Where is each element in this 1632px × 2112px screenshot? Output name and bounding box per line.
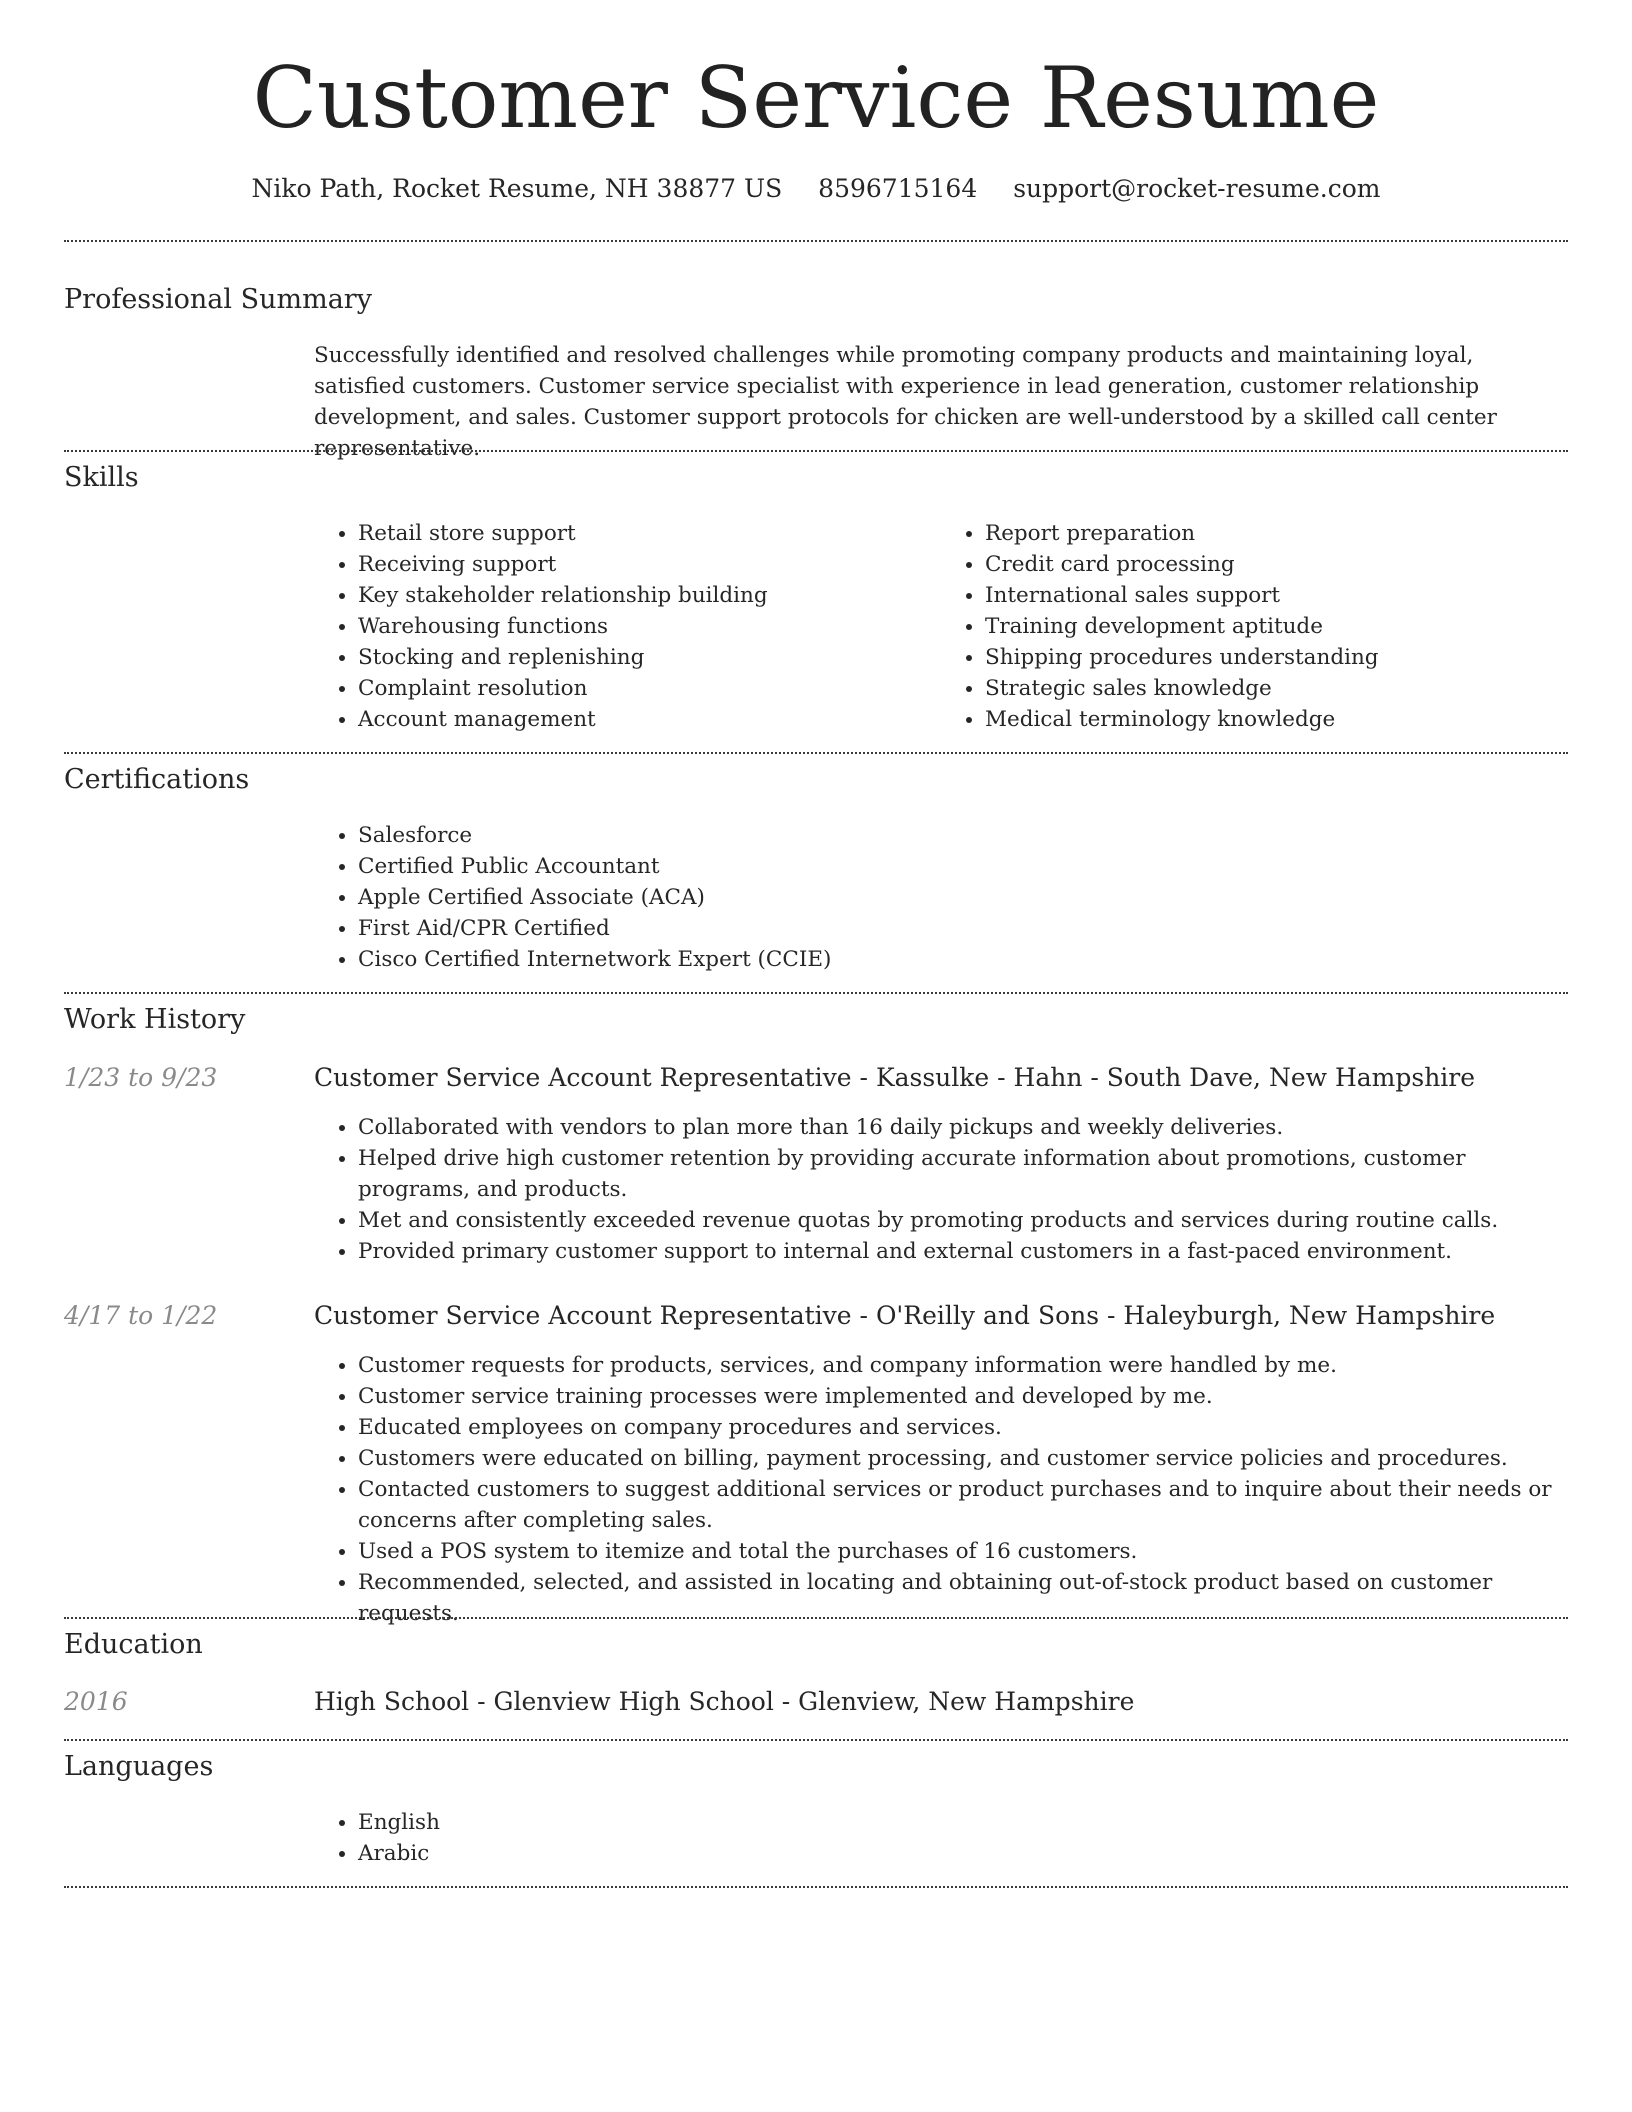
- skill-item: • Medical terminology knowledge: [985, 704, 1568, 735]
- job-bullets: [314, 1112, 1568, 1267]
- job-bullet: • Recommended, selected, and assisted in locating and obtaining out-of-stock product based on customer requests.: [358, 1567, 1568, 1629]
- summary-heading: Professional Summary: [64, 284, 372, 315]
- section-divider: [64, 450, 1568, 452]
- job-bullet: • Helped drive high customer retention by providing accurate information about promotions, customer programs, and products.: [358, 1143, 1568, 1205]
- skills-column-left: [314, 518, 941, 735]
- contact-line: [0, 172, 1632, 206]
- certification-item: • Cisco Certified Internetwork Expert (CCIE): [358, 944, 1568, 975]
- skill-item: • Retail store support: [358, 518, 941, 549]
- section-divider: [64, 1617, 1568, 1619]
- certifications-list: [314, 820, 1568, 975]
- skills-heading: Skills: [64, 462, 139, 493]
- summary-text: Successfully identified and resolved challenges while promoting company products and maintaining loyal, satisfied customers. Customer service specialist with experience in lead generation, customer relationship development, and sales. Customer support protocols for chicken are well-understood by a skilled call center representative.: [314, 343, 1497, 461]
- job-bullet: • Customer requests for products, services, and company information were handled by me.: [358, 1350, 1568, 1381]
- skill-item: • Credit card processing: [985, 549, 1568, 580]
- section-divider: [64, 992, 1568, 994]
- languages-items: [314, 1807, 1568, 1869]
- job-bullets: [314, 1350, 1568, 1629]
- skill-item: • Strategic sales knowledge: [985, 673, 1568, 704]
- work-history-heading: Work History: [64, 1004, 246, 1035]
- skill-item: • Complaint resolution: [358, 673, 941, 704]
- skill-item: • Report preparation: [985, 518, 1568, 549]
- language-item: • English: [358, 1807, 1568, 1838]
- education-year: 2016: [64, 1687, 128, 1716]
- contact-address: Niko Path, Rocket Resume, NH 38877 US: [251, 174, 783, 203]
- section-divider: [64, 1739, 1568, 1741]
- summary-section: [314, 340, 1568, 464]
- contact-phone: 8596715164: [818, 174, 978, 203]
- skill-item: • Shipping procedures understanding: [985, 642, 1568, 673]
- language-item: • Arabic: [358, 1838, 1568, 1869]
- skill-item: • Account management: [358, 704, 941, 735]
- skills-list: [314, 518, 1568, 735]
- job-bullet: • Provided primary customer support to internal and external customers in a fast-paced environment.: [358, 1236, 1568, 1267]
- job-bullet-list: [314, 1350, 1568, 1629]
- job-title: Customer Service Account Representative - Kassulke - Hahn - South Dave, New Hampshire: [314, 1063, 1476, 1092]
- certification-item: • Salesforce: [358, 820, 1568, 851]
- job-dates: 4/17 to 1/22: [64, 1301, 218, 1330]
- skill-item: • Training development aptitude: [985, 611, 1568, 642]
- certifications-items: [314, 820, 1568, 975]
- languages-heading: Languages: [64, 1751, 214, 1782]
- skill-item: • International sales support: [985, 580, 1568, 611]
- languages-list: [314, 1807, 1568, 1869]
- job-title: Customer Service Account Representative - O'Reilly and Sons - Haleyburgh, New Hampshire: [314, 1301, 1496, 1330]
- contact-email: support@rocket-resume.com: [1013, 174, 1381, 203]
- section-divider: [64, 752, 1568, 754]
- job-bullet: • Contacted customers to suggest additional services or product purchases and to inquire about their needs or concerns after completing sales.: [358, 1474, 1568, 1536]
- job-bullet: • Educated employees on company procedures and services.: [358, 1412, 1568, 1443]
- education-heading: Education: [64, 1629, 203, 1660]
- skill-item: • Warehousing functions: [358, 611, 941, 642]
- certification-item: • Certified Public Accountant: [358, 851, 1568, 882]
- education-entry: High School - Glenview High School - Glenview, New Hampshire: [314, 1687, 1135, 1716]
- job-dates: 1/23 to 9/23: [64, 1063, 218, 1092]
- skill-item: • Receiving support: [358, 549, 941, 580]
- skill-item: • Stocking and replenishing: [358, 642, 941, 673]
- certification-item: • First Aid/CPR Certified: [358, 913, 1568, 944]
- skill-item: • Key stakeholder relationship building: [358, 580, 941, 611]
- resume-title: Customer Service Resume: [252, 49, 1380, 147]
- certification-item: • Apple Certified Associate (ACA): [358, 882, 1568, 913]
- job-bullet: • Customer service training processes were implemented and developed by me.: [358, 1381, 1568, 1412]
- job-bullet: • Met and consistently exceeded revenue quotas by promoting products and services during routine calls.: [358, 1205, 1568, 1236]
- section-divider: [64, 1886, 1568, 1888]
- section-divider: [64, 240, 1568, 242]
- certifications-heading: Certifications: [64, 764, 250, 795]
- job-bullet: • Used a POS system to itemize and total the purchases of 16 customers.: [358, 1536, 1568, 1567]
- skills-column-right: [941, 518, 1568, 735]
- job-bullet: • Collaborated with vendors to plan more than 16 daily pickups and weekly deliveries.: [358, 1112, 1568, 1143]
- job-bullet-list: [314, 1112, 1568, 1267]
- job-bullet: • Customers were educated on billing, payment processing, and customer service policies and procedures.: [358, 1443, 1568, 1474]
